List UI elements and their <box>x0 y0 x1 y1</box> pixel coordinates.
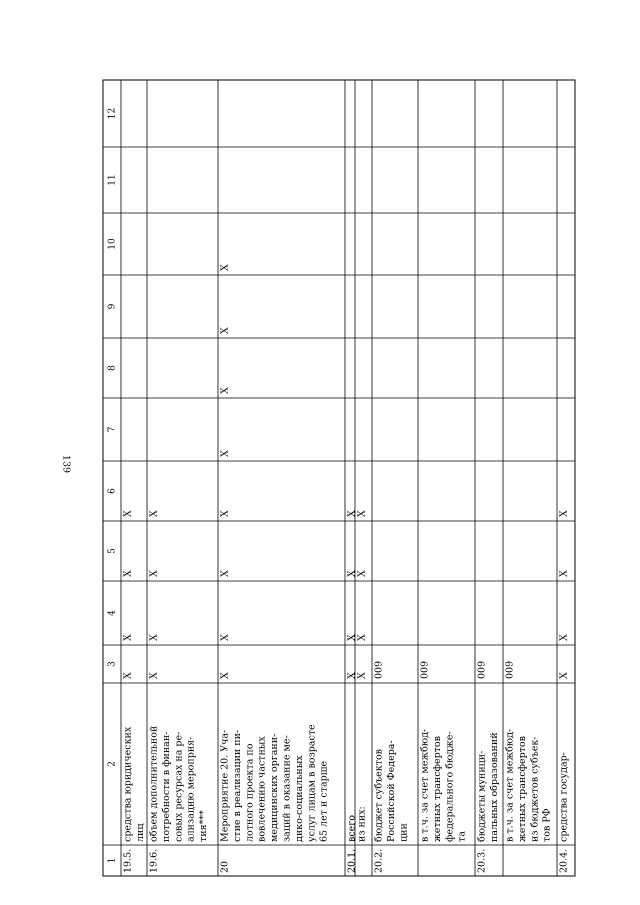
row-name-line: лиц <box>134 823 146 842</box>
row-name-line: объем дополнительной <box>148 725 160 842</box>
cell-value: Х <box>558 570 570 577</box>
column-header: 4 <box>107 610 118 616</box>
column-header: 1 <box>107 857 118 864</box>
table-row <box>374 661 410 873</box>
page-number-text: 139 <box>60 454 72 474</box>
cell-value: Х <box>148 672 160 679</box>
cell-value: Х <box>219 570 231 577</box>
cell-value: Х <box>356 510 368 517</box>
cell-value: Х <box>219 264 231 271</box>
cell-value: Х <box>122 570 134 577</box>
row-name-line: тов РФ <box>541 808 553 842</box>
column-header: 5 <box>107 548 118 554</box>
row-number: 19.5. <box>122 848 134 873</box>
row-name-line: медицинских органи- <box>269 733 281 842</box>
column-header: 9 <box>107 303 118 310</box>
row-name-line: та <box>456 831 468 842</box>
cell-value: Х <box>356 570 368 577</box>
cell-value: Х <box>219 327 231 334</box>
row-name-line: тия*** <box>198 810 210 842</box>
row-name-line: Российской Федера- <box>385 740 397 842</box>
row-number: 19.6. <box>148 848 160 873</box>
cell-value: Х <box>219 450 231 457</box>
row-number: 20 <box>219 860 231 873</box>
table-row <box>220 264 330 873</box>
table-row <box>505 661 553 842</box>
row-name-line: в т.ч. за счет межбюд- <box>419 728 431 842</box>
row-name-line: пальных образований <box>488 732 500 842</box>
table-row <box>357 510 368 842</box>
column-header: 8 <box>107 365 118 371</box>
column-header: 3 <box>107 661 118 667</box>
row-name-line: дико-социальных <box>293 755 305 842</box>
cell-value: Х <box>346 672 358 679</box>
cell-value: Х <box>148 570 160 577</box>
column-header: 11 <box>107 174 118 186</box>
row-name-line: жетных трансфертов <box>516 735 528 842</box>
cell-value: Х <box>219 672 231 679</box>
row-name-line: из них: <box>356 806 368 842</box>
table-row <box>559 510 570 873</box>
row-name-line: федерального бюдже- <box>444 731 456 842</box>
row-name-line: заций в оказание ме- <box>281 735 293 842</box>
row-name-line: бюджеты муници- <box>476 750 488 842</box>
row-name-line: совых ресурсах на ре- <box>173 731 185 842</box>
table-row <box>420 661 468 842</box>
row-name-line: жетных трансфертов <box>431 735 443 842</box>
cell-value: Х <box>356 672 368 679</box>
row-name-line: лотного проекта по <box>244 743 256 842</box>
cell-value: 009 <box>419 660 431 679</box>
cell-value: Х <box>219 387 231 394</box>
row-name-line: 65 лет и старше <box>318 760 330 842</box>
column-header: 2 <box>107 761 118 767</box>
row-name-line: в т.ч. за счет межбюд- <box>504 728 516 842</box>
cell-value: Х <box>346 634 358 641</box>
row-name-line: Мероприятие 20. Уча- <box>219 729 231 842</box>
column-header: 7 <box>107 426 118 433</box>
row-number: 20.3. <box>476 848 488 873</box>
cell-value: 009 <box>373 660 385 679</box>
cell-value: Х <box>558 672 570 679</box>
row-name-line: стие в реализации пи- <box>231 729 243 842</box>
row-name-line: всего <box>346 815 358 842</box>
row-number: 20.4. <box>558 848 570 873</box>
cell-value: Х <box>219 510 231 517</box>
cell-value: Х <box>219 634 231 641</box>
cell-value: Х <box>346 570 358 577</box>
row-number: 20.1. <box>346 848 358 873</box>
table-row <box>477 661 500 873</box>
cell-value: Х <box>122 634 134 641</box>
row-name-line: потребности в финан- <box>160 731 172 842</box>
cell-value: Х <box>122 672 134 679</box>
row-name-line: из бюджетов субъек- <box>529 736 541 842</box>
column-header: 6 <box>107 488 118 494</box>
cell-value: Х <box>346 510 358 517</box>
row-name-line: вовлечению частных <box>256 736 268 842</box>
row-name-line: ализацию мероприя- <box>185 736 197 842</box>
cell-value: Х <box>148 634 160 641</box>
cell-value: 009 <box>504 660 516 679</box>
column-header: 10 <box>107 238 118 250</box>
cell-value: Х <box>558 510 570 517</box>
row-name-line: услуг лицам в возрасте <box>306 724 318 842</box>
cell-value: Х <box>356 634 368 641</box>
row-name-line: средства юридических <box>122 726 134 842</box>
table-row <box>149 510 210 873</box>
row-number: 20.2. <box>373 848 385 873</box>
cell-value: Х <box>122 510 134 517</box>
cell-value: Х <box>558 634 570 641</box>
cell-value: Х <box>148 510 160 517</box>
row-name-line: средства государ- <box>558 752 570 842</box>
row-name-line: ции <box>398 823 410 842</box>
table-row <box>123 510 146 873</box>
row-name-line: бюджет субъектов <box>373 748 385 842</box>
column-header: 12 <box>107 107 118 120</box>
cell-value: 009 <box>476 660 488 679</box>
